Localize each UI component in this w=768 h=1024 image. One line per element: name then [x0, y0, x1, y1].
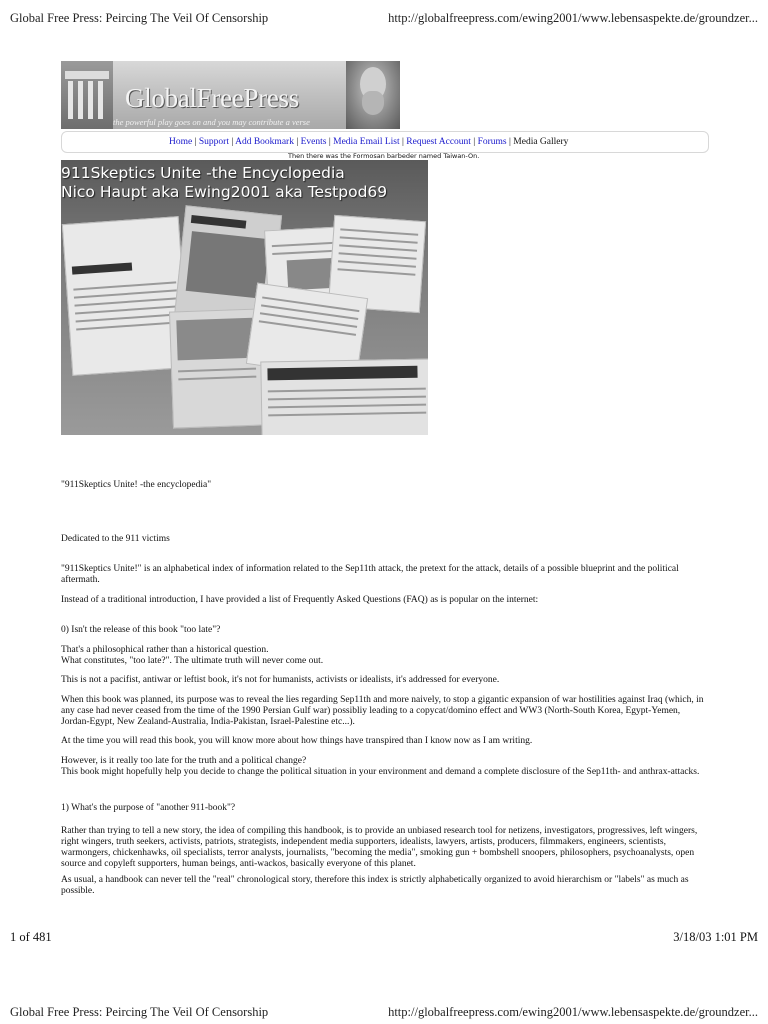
faq-question-0: 0) Isn't the release of this book "too late"?: [61, 625, 221, 635]
book-title-quote: "911Skeptics Unite! -the encyclopedia": [61, 480, 212, 490]
nav-add-bookmark[interactable]: Add Bookmark: [235, 137, 294, 147]
paragraph: That's a philosophical rather than a historical question.: [61, 645, 269, 655]
bust-icon: [346, 61, 400, 129]
nav-home[interactable]: Home: [169, 137, 193, 147]
newspaper-photo: [61, 160, 428, 435]
photo-title: [61, 164, 387, 202]
site-logo: GlobalFreePress: [125, 83, 299, 113]
page-title: Global Free Press: Peircing The Veil Of Censorship: [10, 11, 269, 25]
nav-forums[interactable]: Forums: [477, 137, 507, 147]
page-title: Global Free Press: Peircing The Veil Of Censorship: [10, 1005, 269, 1019]
temple-icon: [61, 61, 113, 129]
paragraph: What constitutes, "too late?". The ultimate truth will never come out.: [61, 656, 324, 666]
nav-support[interactable]: Support: [198, 137, 229, 147]
dedication: Dedicated to the 911 victims: [61, 534, 170, 544]
paragraph: However, is it really too late for the truth and a political change?: [61, 756, 307, 766]
page-number: 1 of 481: [10, 930, 52, 944]
paragraph: When this book was planned, its purpose was to reveal the lies regarding Sep11th and more naively, to stop a gigantic expansion of war hostilities against Iraq (which, in any case had never ceased from the time of the 1990 Persian Gulf war) possibliy leading to a copycat/domino effect and WW3 (North-South Korea, Egypt-Yemen, Jordan-Egypt, New Zealand-Australia, India-Pakistan, Israel-Palestine etc...).: [61, 695, 704, 727]
paragraph-faq-intro: Instead of a traditional introduction, I have provided a list of Frequently Asked Questions (FAQ) as is popular on the internet:: [61, 595, 539, 605]
nav-events[interactable]: Events: [300, 137, 327, 147]
print-datetime: 3/18/03 1:01 PM: [673, 930, 758, 944]
paragraph: As usual, a handbook can never tell the "real" chronological story, therefore this index is strictly alphabetically organized to avoid hierarchism or "labels" as much as possible.: [61, 875, 689, 896]
nav-media-email-list[interactable]: Media Email List: [333, 137, 400, 147]
main-nav: Home | Support | Add Bookmark | Events | Media Email List | Request Account | Forums | Media Gallery: [169, 137, 569, 147]
page-url: http://globalfreepress.com/ewing2001/www.lebensaspekte.de/groundzer...: [388, 1005, 758, 1019]
paragraph-intro: "911Skeptics Unite!" is an alphabetical index of information related to the Sep11th attack, the pretext for the attack, details of a possible blueprint and the political aftermath.: [61, 564, 679, 585]
paragraph: At the time you will read this book, you will know more about how things have transpired than I know now as I am writing.: [61, 736, 533, 746]
nav-request-account[interactable]: Request Account: [406, 137, 471, 147]
paragraph: Rather than trying to tell a new story, the idea of compiling this handbook, is to provide an unbiased research tool for netizens, investigators, progressives, left wingers, right wingers, truth seekers, activists, patriots, strategists, independent media supporters, idealists, lawyers, artists, producers, filmmakers, engineers, scientists, warmongers, chickenhawks, oil specialists, terror analysts, journalists, "becoming the media", smoking gun + bombshell snoopers, philosophers, psychoanalysts, open source and copyleft supporters, human beings, anti-wackos, basically everyone of this planet.: [61, 826, 698, 869]
paragraph: This is not a pacifist, antiwar or leftist book, it's not for humanists, activists or idealists, it's addressed for everyone.: [61, 675, 500, 685]
random-quote: Then there was the Formosan barbeder named Taiwan-On.: [288, 152, 480, 160]
site-banner[interactable]: [61, 61, 400, 129]
newspaper-shape: [260, 359, 428, 435]
paragraph: This book might hopefully help you decide to change the political situation in your environment and demand a complete disclosure of the Sep11th- and anthrax-attacks.: [61, 767, 700, 777]
site-tagline: the powerful play goes on and you may contribute a verse: [113, 117, 310, 127]
photo-title-line1: 911Skeptics Unite -the Encyclopedia: [61, 164, 345, 182]
page-url: http://globalfreepress.com/ewing2001/www.lebensaspekte.de/groundzer...: [388, 11, 758, 25]
nav-media-gallery: Media Gallery: [513, 137, 569, 147]
photo-title-line2: Nico Haupt aka Ewing2001 aka Testpod69: [61, 183, 388, 201]
faq-question-1: 1) What's the purpose of "another 911-book"?: [61, 803, 236, 813]
